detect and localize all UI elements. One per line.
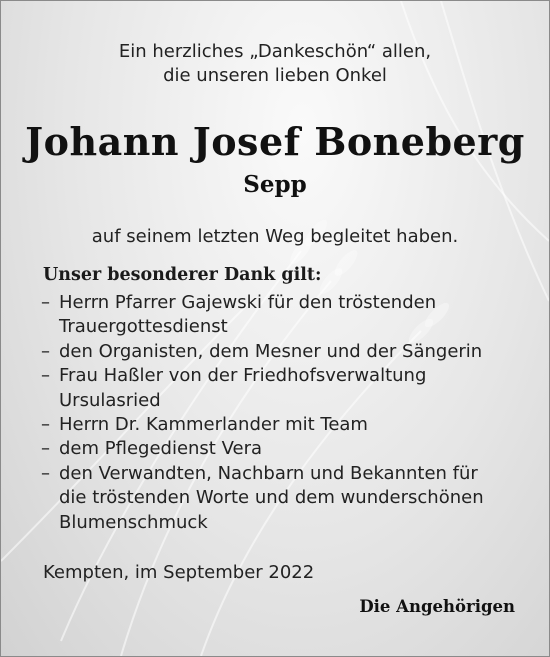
place-date: Kempten, im September 2022: [43, 562, 315, 583]
thanks-item: [41, 364, 521, 413]
dash-bullet: –: [41, 365, 50, 387]
thanks-heading: Unser besonderer Dank gilt:: [43, 265, 322, 285]
thanks-item-line: die tröstenden Worte und dem wunderschönen: [59, 487, 484, 509]
thanks-item-line: den Verwandten, Nachbarn und Bekannten für: [59, 462, 478, 484]
thanks-item-line: Herrn Dr. Kammerlander mit Team: [59, 414, 368, 436]
deceased-nickname: Sepp: [243, 171, 307, 198]
thanks-item: [41, 291, 521, 340]
thanks-item-line: Frau Haßler von der Friedhofsverwaltung: [59, 365, 427, 387]
dash-bullet: –: [41, 462, 50, 484]
thanks-item: [41, 340, 521, 364]
dash-bullet: –: [41, 292, 50, 313]
intro-line-1: Ein herzliches „Dankeschön“ allen,: [118, 41, 432, 62]
dash-bullet: –: [41, 414, 50, 436]
thanks-item: [41, 413, 521, 437]
thanks-item: [41, 462, 521, 535]
thanks-item-line: den Organisten, dem Mesner und der Sängerin: [59, 340, 483, 362]
dash-bullet: –: [41, 340, 50, 362]
signature: Die Angehörigen: [359, 597, 515, 616]
dash-bullet: –: [41, 438, 50, 460]
thanks-list: [41, 291, 521, 535]
thanks-item-line: dem Pflegedienst Vera: [59, 438, 263, 460]
deceased-name: Johann Josef Boneberg: [25, 119, 525, 164]
thanks-item: [41, 437, 521, 461]
thanks-item-line: Trauergottesdienst: [59, 316, 228, 338]
intro-line-2: die unseren lieben Onkel: [163, 65, 387, 86]
closing-line: auf seinem letzten Weg begleitet haben.: [91, 226, 459, 247]
thanks-item-line: Herrn Pfarrer Gajewski für den tröstenden: [59, 292, 437, 313]
obituary-text: [1, 1, 549, 656]
thanks-item-line: Blumenschmuck: [59, 511, 208, 533]
thanks-item-line: Ursulasried: [59, 389, 161, 411]
